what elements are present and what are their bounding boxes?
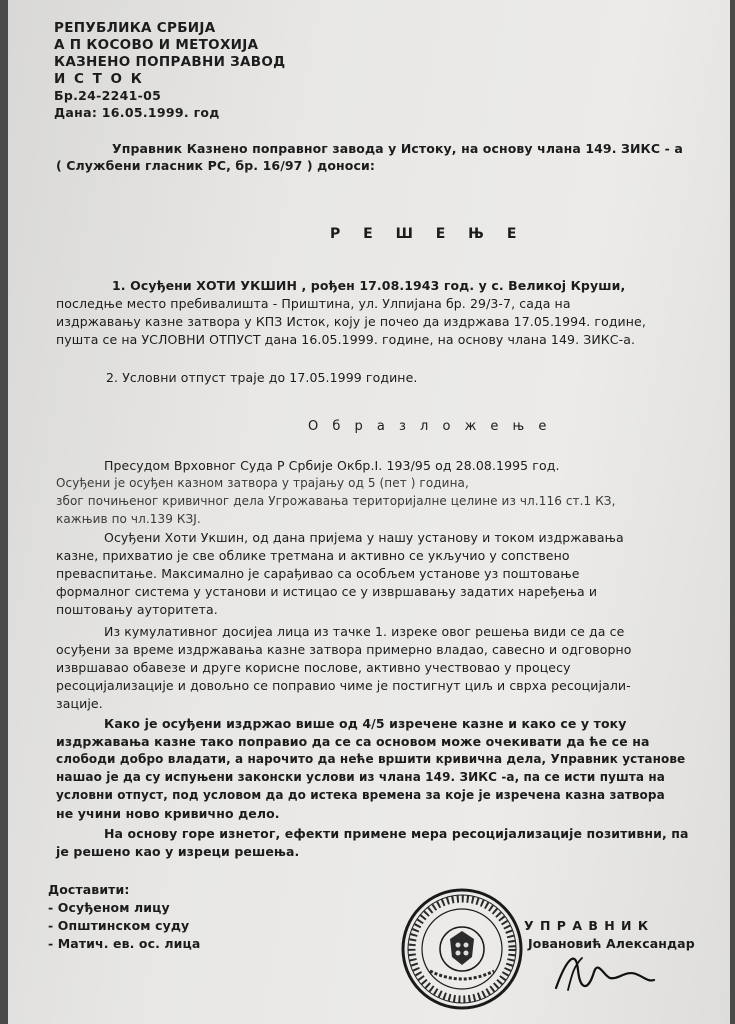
para3-line-1: Из кумулативног досијеа лица из тачке 1. изреке овог решења види се да се [104,624,625,639]
item2: 2. Условни отпуст траје до 17.05.1999 године. [106,370,418,385]
signature-name: Јовановић Александар [528,936,695,951]
header-republic: РЕПУБЛИКА СРБИЈА [54,20,216,36]
para3-line-4: ресоцијализације и довољно се поправио чиме је постигнут циљ и сврха ресоцијали- [56,678,631,693]
para4-line-1: Како је осуђени издржао више од 4/5 изречене казне и како се у току [104,716,627,731]
document-sheet [8,0,730,1024]
item1-line-3: издржавању казне затвора у КПЗ Исток, коју је почео да издржава 17.05.1994. године, [56,314,646,329]
para4-line-3: слободи добро владати, а нарочито да неће вршити кривична дела, Управник установе [56,752,686,766]
para1-line-1: Пресудом Врховног Суда Р Србије Окбр.I. 193/95 од 28.08.1995 год. [104,458,560,473]
header-province: А П КОСОВО И МЕТОХИЈА [54,37,259,53]
handwritten-signature-icon [548,930,658,1000]
preamble-line-2: ( Службени гласник РС, бр. 16/97 ) доноси: [56,158,375,173]
para4-line-5: условни отпуст, под условом да до истека времена за које је изречена казна затвора [56,788,665,802]
para3-line-3: извршавао обавезе и друге корисне послове, активно учествовао у процесу [56,660,571,675]
para2-line-1: Осуђени Хоти Укшин, од дана пријема у нашу установу и током издржавања [104,530,624,545]
official-seal-icon [400,887,524,1011]
delivery-title: Доставити: [48,882,130,897]
para4-line-6: не учини ново кривично дело. [56,806,280,821]
item1-line-4: пушта се на УСЛОВНИ ОТПУСТ дана 16.05.1999. године, на основу члана 149. ЗИКС-а. [56,332,636,347]
reasoning-title: О б р а з л о ж е њ е [308,419,552,434]
para2-line-2: казне, прихватио је све облике третмана и активно се укључио у сопствено [56,548,570,563]
header-institution: КАЗНЕНО ПОПРАВНИ ЗАВОД [54,54,286,70]
para1-line-3: због почињеног кривичног дела Угрожавања територијалне целине из чл.116 ст.1 КЗ, [56,494,616,508]
delivery-item-3: - Матич. ев. ос. лица [48,936,201,951]
preamble-line-1: Управник Казнено поправног завода у Истоку, на основу члана 149. ЗИКС - а [112,141,683,156]
signature-role: У П Р А В Н И К [524,918,650,933]
item1-line-2: последње место пребивалишта - Приштина, ул. Улпијана бр. 29/3-7, сада на [56,296,571,311]
para2-line-3: преваспитање. Максимално је сарађивао са особљем установе уз поштовање [56,566,580,581]
para5-line-2: је решено као у изреци решења. [56,844,300,859]
para1-line-4: кажњив по чл.139 КЗЈ. [56,512,201,526]
para2-line-5: поштовању ауторитета. [56,602,218,617]
delivery-item-1: - Осуђеном лицу [48,900,170,915]
header-town: И С Т О К [54,71,144,87]
para4-line-4: нашао је да су испуњени законски услови из члана 149. ЗИКС -а, па се исти пушта на [56,770,665,784]
document-number: Бр.24-2241-05 [54,88,162,103]
item1-line-1: 1. Осуђени ХОТИ УКШИН , рођен 17.08.1943 год. у с. Великој Круши, [112,278,626,293]
para1-line-2: Осуђени је осуђен казном затвора у трајању од 5 (пет ) година, [56,476,469,490]
para3-line-2: осуђени за време издржавања казне затвора примерно владао, савесно и одговорно [56,642,632,657]
para3-line-5: зације. [56,696,103,711]
para2-line-4: формалног система у установи и истицао се у извршавању задатих наређења и [56,584,598,599]
decision-title: Р Е Ш Е Њ Е [330,226,526,242]
document-date: Дана: 16.05.1999. год [54,105,220,120]
para5-line-1: На основу горе изнетог, ефекти примене мера ресоцијализације позитивни, па [104,826,689,841]
para4-line-2: издржавања казне тако поправио да се са основом може очекивати да ће се на [56,734,650,749]
delivery-item-2: - Општинском суду [48,918,190,933]
